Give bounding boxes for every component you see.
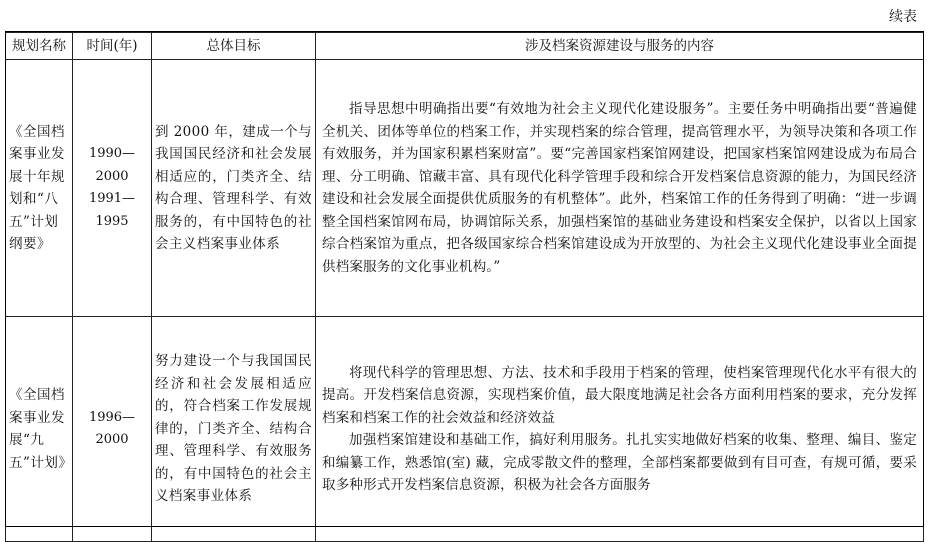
table-row xyxy=(6,60,924,317)
planning-table xyxy=(5,32,924,542)
time-cell xyxy=(73,60,152,317)
header-goal: 总体目标 xyxy=(152,33,316,60)
header-time: 时间(年) xyxy=(73,33,152,60)
plan-name-cell: 《全国档案事业发展十年规划和“八五”计划纲要》 xyxy=(6,60,73,317)
content-paragraph: 加强档案馆建设和基础工作，搞好利用服务。扎扎实实地做好档案的收集、整理、编目、鉴定和编纂工作，熟悉馆(室) 藏，完成零散文件的整理，全部档案都要做到有目可查，有规可循，要采取多种形式开发档案信息资源，积极为社会各方面服务 xyxy=(322,432,917,493)
continued-label: 续表 xyxy=(889,9,917,25)
goal-cell: 到 2000 年，建成一个与我国国民经济和社会发展相适应的，门类齐全、结构合理、管理科学、有效服务的，有中国特色的社会主义档案事业体系 xyxy=(152,60,316,317)
content-paragraph: 将现代科学的管理思想、方法、技术和手段用于档案的管理，使档案管理现代化水平有很大的提高。开发档案信息资源，实现档案价值，最大限度地满足社会各方面利用档案的要求，充分发挥档案和档案工作的社会效益和经济效益 xyxy=(322,364,917,426)
header-row xyxy=(6,33,924,60)
time-range: 1991—1995 xyxy=(88,191,136,229)
content-cell xyxy=(316,317,924,542)
content-paragraph: 指导思想中明确指出要“有效地为社会主义现代化建设服务”。主要任务中明确指出要“普遍健全机关、团体等单位的档案工作，并实现档案的综合管理，提高管理水平，为领导决策和各项工作有效服务，并为国家积累档案财富”。要“完善国家档案馆网建设，把国家档案馆网建设成为布局合理、分工明确、馆藏丰富、具有现代化科学管理手段和综合开发档案信息资源的能力，为国民经济建设和社会发展全面提供优质服务的有机整体”。此外，档案馆工作的任务得到了明确：“进一步调整全国档案馆网布局，协调馆际关系，加强档案馆的基础业务建设和档案安全保护，以省以上国家综合档案馆为重点，把各级国家综合档案馆建设成为开放型的、为社会主义现代化建设事业全面提供档案服务的文化事业机构。” xyxy=(322,101,917,275)
table-row xyxy=(6,317,924,542)
time-range: 1990—2000 xyxy=(88,146,136,184)
header-content: 涉及档案资源建设与服务的内容 xyxy=(316,33,924,60)
header-plan-name: 规划名称 xyxy=(6,33,73,60)
goal-cell: 努力建设一个与我国国民经济和社会发展相适应的，符合档案工作发展规律的，门类齐全、结构合理、管理科学、有效服务的，有中国特色的社会主义档案事业体系 xyxy=(152,317,316,542)
time-range: 1996—2000 xyxy=(88,409,136,447)
content-cell xyxy=(316,60,924,317)
plan-name-cell: 《全国档案事业发展“九五”计划》 xyxy=(6,317,73,542)
time-cell xyxy=(73,317,152,542)
